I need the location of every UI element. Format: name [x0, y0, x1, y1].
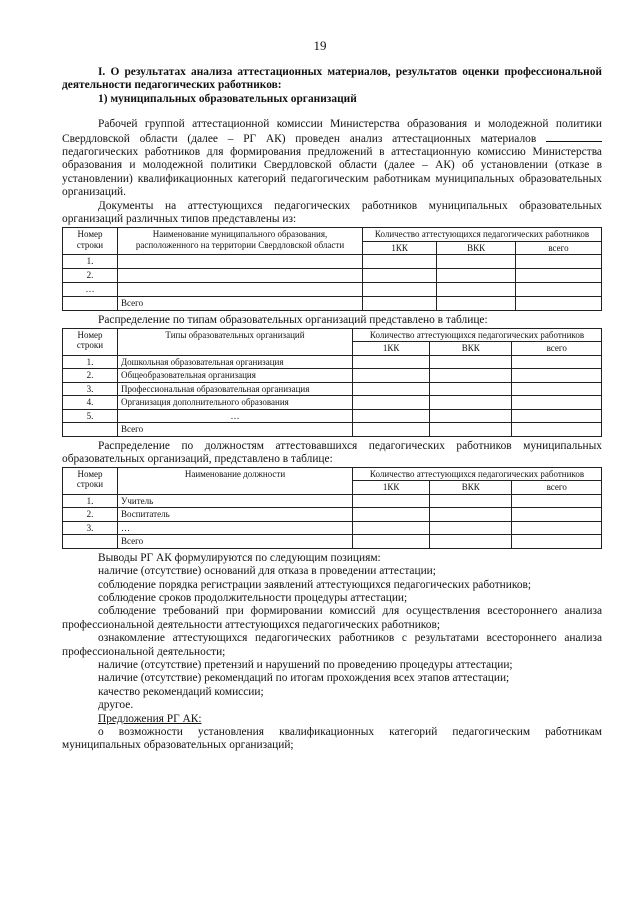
col-header-name: Наименование должности: [118, 467, 353, 494]
table-row: [63, 269, 602, 283]
total-label: Всего: [118, 423, 353, 437]
conclusion-item: соблюдение требований при формировании комиссий для осуществления всестороннего анализа профессиональной деятельности аттестующихся педагогических работников;: [62, 605, 602, 631]
total-label: Всего: [118, 535, 353, 549]
municipality-table: [62, 227, 602, 311]
col-header-vkk: ВКК: [437, 241, 516, 255]
intro-paragraph: [62, 118, 602, 199]
row-name: Организация дополнительного образования: [118, 396, 353, 410]
conclusion-item: наличие (отсутствие) рекомендаций по итогам прохождения всех этапов аттестации;: [98, 672, 510, 685]
row-name: Профессиональная образовательная организация: [118, 382, 353, 396]
table-total-row: [63, 535, 602, 549]
documents-paragraph: Документы на аттестующихся педагогических работников муниципальных образовательных организаций различных типов представлены из:: [62, 199, 602, 226]
table-row: [63, 382, 602, 396]
conclusions-intro: Выводы РГ АК формулируются по следующим позициям:: [98, 551, 381, 564]
row-number: …: [63, 283, 118, 297]
row-number: 2.: [63, 508, 118, 522]
conclusion-item: другое.: [98, 699, 134, 712]
row-name: [118, 255, 363, 269]
col-header-name: Типы образовательных организаций: [118, 328, 353, 355]
row-name: Общеобразовательная организация: [118, 369, 353, 383]
col-header-total: всего: [512, 481, 602, 495]
col-header-number: Номер строки: [63, 228, 118, 255]
col-header-name: Наименование муниципального образования, расположенного на территории Свердловской области: [118, 228, 363, 255]
conclusion-item: наличие (отсутствие) оснований для отказа в проведении аттестации;: [98, 565, 436, 578]
col-header-1kk: 1КК: [353, 342, 430, 356]
section-heading: I. О результатах анализа аттестационных материалов, результатов оценки профессиональной деятельности педагогических работников:: [62, 66, 602, 92]
positions-table: [62, 467, 602, 549]
table-total-row: [63, 297, 602, 311]
row-name: Дошкольная образовательная организация: [118, 355, 353, 369]
col-header-1kk: 1КК: [353, 481, 430, 495]
conclusion-item: наличие (отсутствие) претензий и нарушений по проведению процедуры аттестации;: [98, 658, 513, 671]
col-header-vkk: ВКК: [430, 481, 512, 495]
row-name: [118, 269, 363, 283]
conclusion-item: соблюдение порядка регистрации заявлений аттестующихся педагогических работников;: [98, 578, 532, 591]
table-row: [63, 369, 602, 383]
col-header-vkk: ВКК: [430, 342, 512, 356]
proposals-title-text: Предложения РГ АК:: [98, 712, 202, 725]
row-number: 3.: [63, 521, 118, 535]
table-row: [63, 409, 602, 423]
row-number: 3.: [63, 382, 118, 396]
proposals-title: [62, 713, 602, 726]
row-number: 4.: [63, 396, 118, 410]
col-header-1kk: 1КК: [363, 241, 437, 255]
row-number: 5.: [63, 409, 118, 423]
conclusion-item: ознакомление аттестующихся педагогических работников с результатами всестороннего анализа профессиональной деятельности;: [62, 632, 602, 658]
row-number: 1.: [63, 355, 118, 369]
proposal-item: о возможности установления квалификационных категорий педагогическим работникам муниципальных образовательных организаций;: [62, 725, 602, 752]
row-number: 2.: [63, 369, 118, 383]
blank-field: [546, 132, 602, 142]
row-name: Воспитатель: [118, 508, 353, 522]
row-number: 1.: [63, 255, 118, 269]
row-name: Учитель: [118, 494, 353, 508]
table-row: [63, 494, 602, 508]
section-subheading: 1) муниципальных образовательных организаций: [98, 92, 357, 105]
intro-text-b: педагогических работников для формирования предложений в аттестационную комиссию Министерства образования и молодежной политики Свердловской области (далее – АК) об установлении (отказе в установлении) квалификационных категорий педагогическим работникам муниципальных образовательных организаций.: [62, 146, 602, 199]
row-name: …: [118, 521, 353, 535]
types-paragraph: Распределение по типам образовательных организаций представлено в таблице:: [98, 314, 488, 327]
col-header-count: Количество аттестующихся педагогических работников: [353, 467, 602, 481]
table-total-row: [63, 423, 602, 437]
col-header-total: всего: [512, 342, 602, 356]
row-number: 1.: [63, 494, 118, 508]
conclusion-item: качество рекомендаций комиссии;: [98, 685, 264, 698]
table-row: [63, 521, 602, 535]
document-body: [62, 66, 602, 753]
positions-paragraph: Распределение по должностям аттестовавшихся педагогических работников муниципальных образовательных организаций, представлено в таблице:: [62, 439, 602, 466]
row-name: [118, 283, 363, 297]
org-types-table: [62, 328, 602, 437]
table-row: [63, 283, 602, 297]
table-row: [63, 255, 602, 269]
col-header-number: Номер строки: [63, 328, 118, 355]
col-header-number: Номер строки: [63, 467, 118, 494]
col-header-count: Количество аттестующихся педагогических работников: [353, 328, 602, 342]
total-label: Всего: [118, 297, 363, 311]
table-row: [63, 355, 602, 369]
row-number: 2.: [63, 269, 118, 283]
conclusion-item: соблюдение сроков продолжительности процедуры аттестации;: [98, 591, 408, 604]
row-name: …: [118, 409, 353, 423]
col-header-total: всего: [516, 241, 602, 255]
table-row: [63, 508, 602, 522]
page-number: 19: [313, 38, 327, 53]
col-header-count: Количество аттестующихся педагогических работников: [363, 228, 602, 242]
table-row: [63, 396, 602, 410]
intro-text-a: Рабочей группой аттестационной комиссии Министерства образования и молодежной политики Свердловской области (далее – РГ АК) проведен анализ аттестационных материалов: [62, 118, 602, 145]
